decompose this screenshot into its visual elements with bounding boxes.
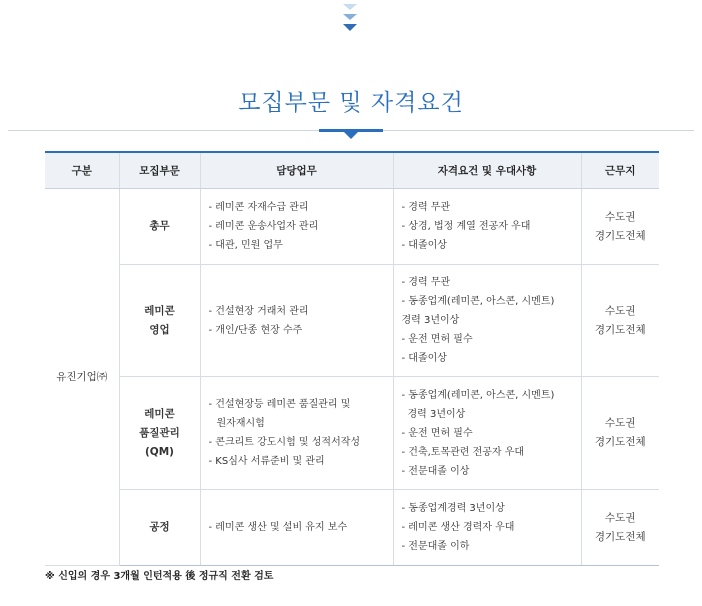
location-cell — [581, 189, 659, 265]
requirement-line: - 동종업계경력 3년이상 — [401, 503, 505, 514]
department-cell — [119, 377, 200, 490]
department-line: 영업 — [149, 323, 170, 336]
header-category: 구분 — [45, 152, 119, 189]
requirement-line: - 경력 무관 — [401, 277, 451, 288]
requirements-cell — [393, 377, 581, 490]
location-line: 경기도전체 — [594, 323, 646, 336]
requirement-line: 경력 3년이상 — [401, 315, 460, 326]
requirement-line: - 운전 면허 필수 — [401, 427, 473, 439]
company-name: 유진기업㈜ — [45, 189, 119, 566]
chevron-light-icon — [343, 4, 357, 10]
department-line: 총무 — [149, 220, 170, 232]
department-cell — [119, 490, 200, 566]
header-location: 근무지 — [581, 152, 659, 189]
requirements-cell — [393, 265, 581, 377]
requirement-line: - 건축,토목관련 전공자 우대 — [401, 446, 525, 458]
department-line: 공정 — [149, 521, 170, 533]
requirement-line: - 대졸이상 — [401, 353, 447, 364]
requirements-cell — [393, 490, 581, 566]
chevron-dark-icon — [343, 24, 357, 31]
requirement-line: - 경력 무관 — [401, 202, 451, 213]
duties-cell — [200, 189, 393, 265]
location-line: 수도권 — [605, 304, 636, 317]
duty-line: - 레미콘 자재수급 관리 — [208, 202, 309, 213]
requirements-cell — [393, 189, 581, 265]
duty-line: - 대관, 민원 업무 — [208, 240, 283, 251]
duty-line: - 건설현장 거래처 관리 — [208, 305, 309, 317]
table-row — [45, 377, 659, 490]
department-cell — [119, 265, 200, 377]
requirement-line: - 동종업계(레미콘, 아스콘, 시멘트) — [401, 296, 555, 307]
header-duties: 담당업무 — [200, 152, 393, 189]
duty-line: - 콘크리트 강도시험 및 성적서작성 — [208, 437, 361, 448]
location-line: 수도권 — [605, 210, 636, 223]
duties-cell — [200, 490, 393, 566]
department-line: 품질관리 — [139, 426, 180, 439]
duty-line: - 레미콘 운송사업자 관리 — [208, 221, 319, 232]
table-row — [45, 189, 659, 265]
location-line: 경기도전체 — [594, 530, 646, 543]
requirement-line: - 레미콘 생산 경력자 우대 — [401, 522, 515, 533]
chevron-down-icon — [343, 4, 357, 35]
header-requirements: 자격요건 및 우대사항 — [393, 152, 581, 189]
table-row — [45, 265, 659, 377]
duty-line: - KS심사 서류준비 및 관리 — [208, 456, 325, 467]
department-line: (QM) — [145, 445, 174, 458]
requirement-line: - 동종업계(레미콘, 아스콘, 시멘트) — [401, 389, 555, 401]
divider-pointer-icon — [344, 132, 358, 139]
requirement-line: - 전문대졸 이상 — [401, 465, 470, 477]
page-title: 모집부문 및 자격요건 — [238, 90, 464, 116]
department-line: 레미콘 — [144, 407, 175, 420]
location-line: 수도권 — [605, 417, 636, 429]
requirement-line: 경력 3년이상 — [407, 408, 466, 420]
table-header-row — [45, 152, 659, 189]
duty-line: - 레미콘 생산 및 설비 유지 보수 — [208, 522, 348, 533]
location-cell — [581, 377, 659, 490]
location-line: 수도권 — [605, 511, 636, 524]
duty-line: - 개인/단종 현장 수주 — [208, 324, 303, 336]
duties-cell — [200, 265, 393, 377]
location-cell — [581, 265, 659, 377]
table-row — [45, 490, 659, 566]
recruitment-table — [45, 151, 659, 566]
requirement-line: - 운전 면허 필수 — [401, 334, 473, 345]
requirement-line: - 전문대졸 이하 — [401, 541, 470, 552]
duty-line: 원자재시험 — [216, 418, 265, 429]
requirement-line: - 상경, 법정 계열 전공자 우대 — [401, 221, 531, 232]
duty-line: - 건설현장등 레미콘 품질관리 및 — [208, 399, 351, 410]
location-line: 경기도전체 — [594, 436, 646, 448]
department-cell — [119, 189, 200, 265]
footnote: ※ 신입의 경우 3개월 인턴적용 後 정규직 전환 검토 — [45, 571, 274, 582]
location-line: 경기도전체 — [594, 229, 646, 242]
requirement-line: - 대졸이상 — [401, 240, 447, 251]
duties-cell — [200, 377, 393, 490]
location-cell — [581, 490, 659, 566]
header-department: 모집부문 — [119, 152, 200, 189]
chevron-mid-icon — [343, 14, 357, 20]
department-line: 레미콘 — [144, 304, 175, 317]
